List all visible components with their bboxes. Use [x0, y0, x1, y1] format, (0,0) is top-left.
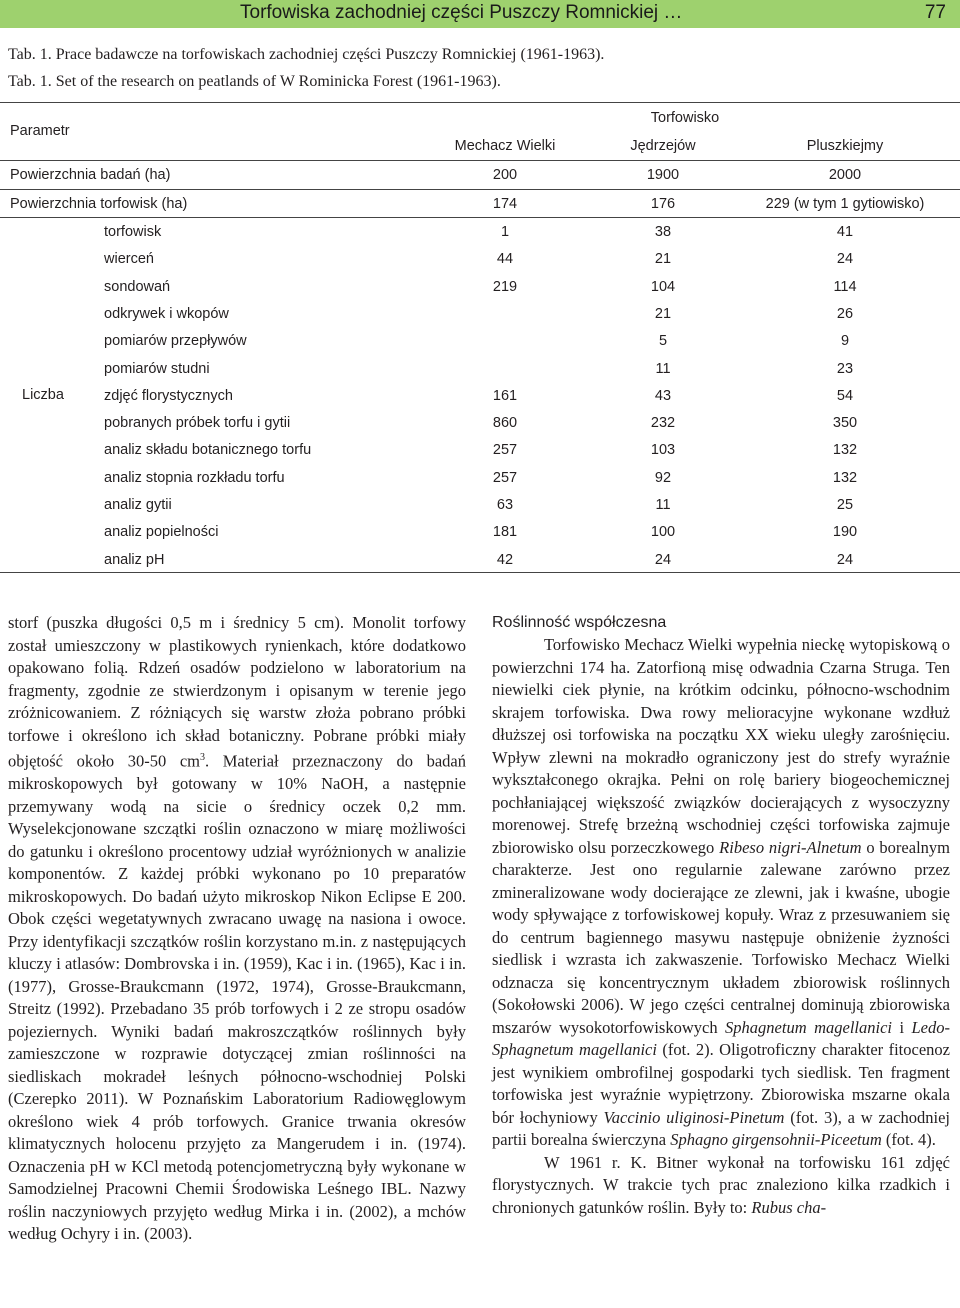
table-cell: 92 [654, 469, 672, 486]
table-cell: 9 [840, 333, 850, 350]
table-cell: 23 [836, 360, 854, 377]
table-cell: 5 [658, 333, 668, 350]
species-name: Sphagno girgensohnii-Piceetum [670, 1130, 882, 1149]
row-label: analiz gytii [104, 497, 172, 513]
running-title: Torfowiska zachodniej części Puszczy Romnickiej … [240, 2, 683, 23]
species-name: Rubus cha- [751, 1197, 827, 1217]
table-cell: 257 [492, 469, 518, 486]
table-rule-bottom [0, 572, 960, 573]
table-cell: 257 [492, 442, 518, 459]
table-caption-en: Tab. 1. Set of the research on peatlands of W Rominicka Forest (1961-1963). [8, 73, 501, 90]
table-cell: 54 [836, 387, 854, 404]
table-cell: 860 [492, 415, 518, 432]
table-cell: 219 [492, 278, 518, 295]
row-label: pomiarów studni [104, 360, 210, 377]
group-header: Torfowisko [650, 110, 720, 126]
table-cell: 100 [650, 524, 676, 541]
row-label: analiz popielności [104, 524, 219, 541]
table-cell: 181 [492, 524, 518, 541]
table-caption-pl: Tab. 1. Prace badawcze na torfowiskach zachodniej części Puszczy Romnickiej (1961-1963). [8, 46, 605, 63]
text-run: i [891, 1017, 912, 1037]
table-cell: 63 [496, 497, 514, 513]
paragraph [492, 634, 950, 1152]
table-rule-header [0, 160, 960, 161]
table-cell: 1900 [646, 167, 680, 183]
table-cell: 38 [654, 224, 672, 240]
table-cell: 21 [654, 305, 672, 322]
column-header-pluszkiejmy: Pluszkiejmy [806, 138, 884, 154]
paragraph [8, 612, 466, 1246]
research-table [0, 0, 960, 580]
superscript: 3 [200, 752, 206, 763]
text-run: (fot. 3), a w zachodniej partii borealna świerczyna [492, 1107, 950, 1149]
species-name: Vaccinio uliginosi-Pinetum [603, 1107, 785, 1127]
row-label: sondowań [104, 278, 171, 295]
body-column-left [8, 612, 466, 1246]
group-label-liczba: Liczba [22, 387, 64, 403]
row-label: odkrywek i wkopów [104, 305, 229, 322]
row-label: torfowisk [104, 224, 162, 240]
section-heading: Roślinność współczesna [492, 614, 667, 631]
table-cell: 11 [655, 497, 671, 513]
text-run: Torfowisko Mechacz Wielki wypełnia nieckę wytopiskową o powierzchni 174 ha. Zatorfioną misę odwadnia Czarna Struga. Ten niewielki ciek płynie, na krótkim odcinku, północno-wschodnim skrajem torfowiska. Dwa rowy melioracyjne wykonane wzdłuż dłuższej osi torfowiska na początku XX wieku uległy zarośnięciu. Wpływ zlewni na mokradło ograniczony jest do strefy wyraźnie wykształconego okrajka. Pełni on rolę bariery biogeochemicznej pochłaniającej większość związków docierających z wysoczyzny morenowej. Strefę brzeżną wschodniej części torfowiska zajmuje zbiorowisko olsu porzeczkowego [492, 635, 950, 857]
page-number: 77 [924, 2, 946, 23]
table-cell: 2000 [828, 167, 862, 183]
table-cell: 132 [832, 442, 858, 459]
row-label: pobranych próbek torfu i gytii [104, 415, 291, 432]
table-cell: 26 [836, 305, 854, 322]
row-label: Powierzchnia torfowisk (ha) [10, 196, 188, 212]
text-run: . Materiał przeznaczony do badań mikroskopowych był gotowany w 10% NaOH, a następnie przemywany wodą na sicie o średnicy oczek 0,2 mm. Wyselekcjonowane szczątki roślin oznaczono w miarę możliwości do gatunku i określono procentowy udział wyróżnionych w analizie komponentów. Z każdej próbki wykonano po 10 preparatów mikroskopowych. Do badań użyto mikroskop Nikon Eclipse E 200. Obok części wegetatywnych zwracano uwagę na nasiona i owoce. Przy identyfikacji szczątków roślin korzystano m.in. z następujących kluczy i atlasów: Dombrovska i in. (1959), Kac i in. (1965), Kac i in. (1977), Grosse-Braukcmann (1972, 1974), Grosse-Braukcmann, Streitz (1992). Przebadano 35 prób torfowych i 2 ze stropu osadów pojeziernych. Wyniki badań makroszczątków roślinnych były zamieszczone w rozprawie dotyczącej zmian roślinności na siedliskach mokradeł leśnych północno-wschodniej Polski (Czerepko 2011). W Poznańskim Laboratorium Radiowęglowym określono wiek 4 prób torfowych. Granice trwania okresów klimatycznych holocenu przyjęto za Mangerudem i in. (1974). Oznaczenia pH w KCl metodą potencjometryczną były wykonane w Samodzielnej Pracowni Chemii Środowiska Leśnego IBL. Nazwy roślin naczyniowych przyjęto według Mirka i in. (2002), a mchów według Ochyry i in. (2003). [8, 751, 466, 1243]
table-cell: 350 [832, 415, 858, 432]
param-header: Parametr [10, 123, 70, 139]
text-run: (fot. 2). Oligotroficzny charakter fitocenoz jest wynikiem ombrofilnej gospodarki tych siedlisk. Ten fragment torfowiska jest wyraźnie wypiętrzony. Zbiorowiska mszarne okala bór łochyniowy [492, 1040, 950, 1127]
row-label: analiz pH [104, 551, 165, 568]
column-header-jedrzejow: Jędrzejów [630, 138, 696, 154]
table-rule [0, 189, 960, 190]
row-label: zdjęć florystycznych [104, 387, 233, 404]
text-run: o borealnym charakterze. Jest ono regularnie zalewane zarówno przez zmineralizowane wody docierające ze zlewni, jak i kwaśne, ubogie wody spływające z torfowiskowej kopuły. Wraz z przesuwaniem się do centrum bagiennego masywu następuje obniżenie żyzności siedlisk i wzrasta ich zakwaszenie. Torfowisko Mechacz Wielki odznacza się koncentrycznym układem zbiorowisk roślinnych (Sokołowski 2006). W jego części centralnej dominują zbiorowiska mszarów wysokotorfowiskowych [492, 837, 950, 1037]
row-label: wierceń [104, 251, 154, 268]
row-label: Powierzchnia badań (ha) [10, 167, 171, 183]
species-name: Ribeso nigri-Alnetum [719, 837, 862, 857]
text-run: W 1961 r. K. Bitner wykonał na torfowisku 161 zdjęć florystycznych. W trakcie tych prac znaleziono kilka rzadkich i chronionych gatunków roślin. Były to: [492, 1152, 950, 1217]
paragraph [492, 1152, 950, 1220]
text-run: storf (puszka długości 0,5 m i średnicy 5 cm). Monolit torfowy został umieszczony w plastikowych rynienkach, które dodatkowo opakowano folią. Rdzeń osadów podzielono w laboratorium na fragmenty, zgodnie ze stwierdzonym i opisanym w terenie jego zróżnicowaniem. Z różniących się warstw złoża pobrano próbki torfowe i określono ich skład botaniczny. Pobrane próbki miały objętość około 30-50 cm [8, 613, 466, 771]
table-cell: 104 [650, 278, 676, 295]
table-cell: 176 [650, 196, 676, 212]
table-cell: 21 [654, 251, 672, 268]
table-cell: 103 [650, 442, 676, 459]
table-cell: 190 [832, 524, 858, 541]
table-rule-top [0, 102, 960, 103]
row-label: analiz stopnia rozkładu torfu [104, 469, 285, 486]
species-name: Ledo-Sphagnetum magellanici [492, 1017, 950, 1059]
table-cell: 42 [496, 551, 514, 568]
text-run: (fot. 4). [881, 1130, 936, 1149]
table-cell: 114 [833, 278, 857, 295]
table-cell: 229 (w tym 1 gytiowisko) [765, 196, 925, 212]
table-cell: 41 [836, 224, 854, 240]
table-rule [0, 217, 960, 218]
table-cell: 24 [836, 251, 854, 268]
table-cell: 44 [496, 251, 514, 268]
row-label: analiz składu botanicznego torfu [104, 442, 312, 459]
table-cell: 161 [492, 387, 518, 404]
table-cell: 24 [836, 551, 854, 568]
table-cell: 200 [492, 167, 518, 183]
table-cell: 43 [654, 387, 672, 404]
row-label: pomiarów przepływów [104, 333, 247, 350]
table-cell: 25 [836, 497, 854, 513]
column-header-mechacz: Mechacz Wielki [454, 138, 556, 154]
body-column-right [492, 612, 950, 1219]
table-cell: 24 [654, 551, 672, 568]
table-cell: 232 [650, 415, 676, 432]
species-name: Sphagnetum magellanici [725, 1017, 892, 1037]
table-cell: 1 [500, 224, 510, 240]
table-cell: 174 [492, 196, 518, 212]
table-cell: 11 [655, 360, 671, 377]
table-cell: 132 [832, 469, 858, 486]
